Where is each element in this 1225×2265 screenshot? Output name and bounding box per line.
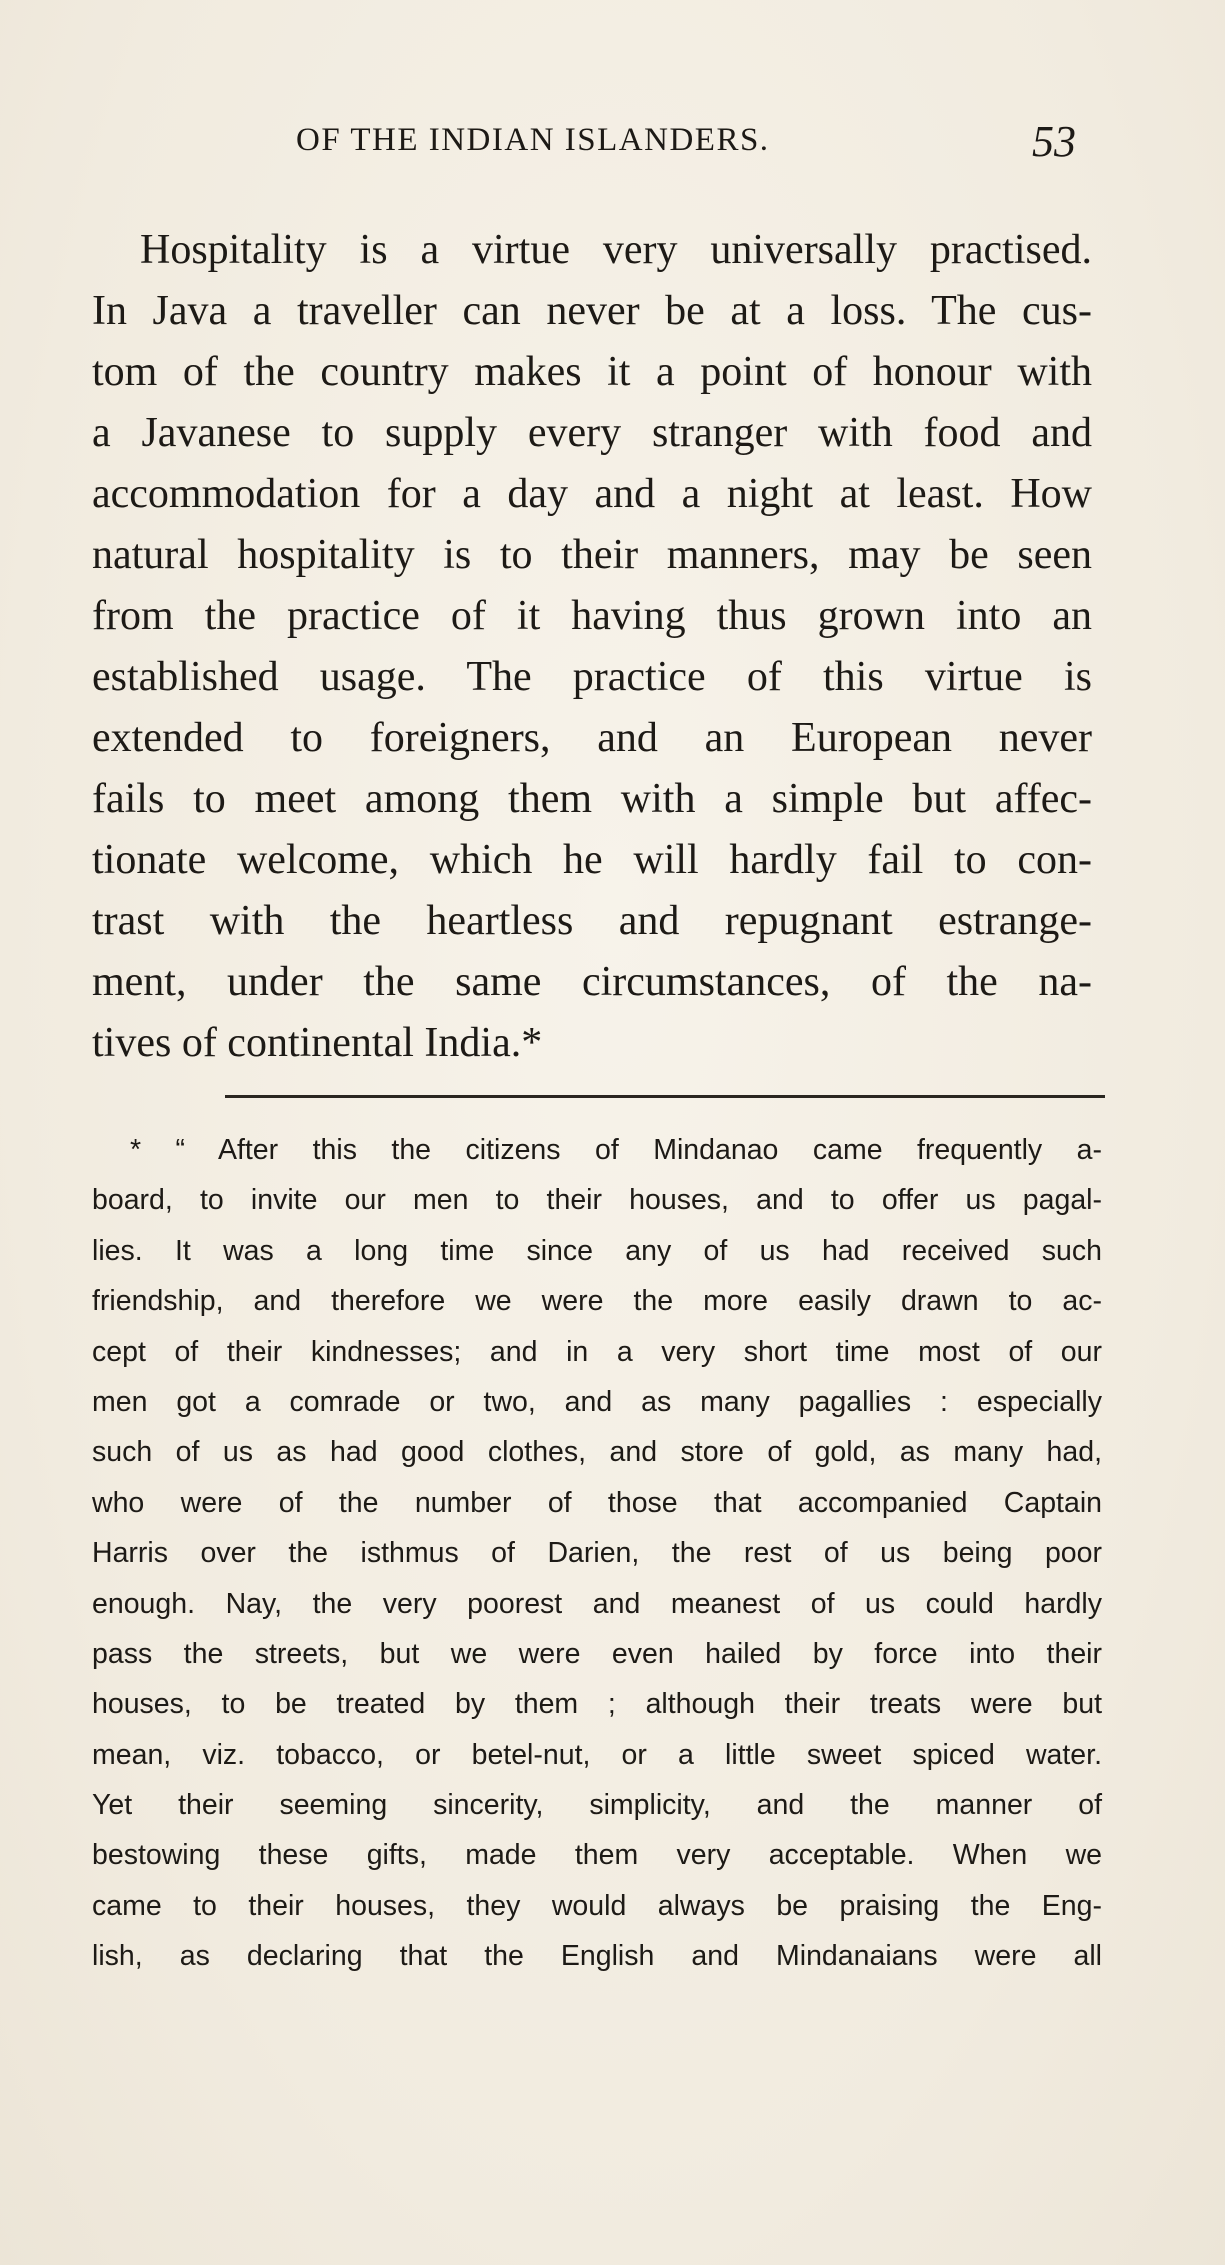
footnote-line: Yet their seeming sincerity, simplicity, and the manner of xyxy=(92,1789,1102,1822)
running-head xyxy=(0,117,1225,172)
footnote-line: Harris over the isthmus of Darien, the rest of us being poor xyxy=(92,1537,1102,1570)
footnote-line: lies. It was a long time since any of us had received such xyxy=(92,1234,1102,1267)
body-line: from the practice of it having thus grown into an xyxy=(92,593,1092,639)
footnote-line: such of us as had good clothes, and store of gold, as many had, xyxy=(92,1436,1102,1469)
footnote-line: cept of their kindnesses; and in a very short time most of our xyxy=(92,1335,1102,1368)
footnote-line: * “ After this the citizens of Mindanao came frequently a- xyxy=(130,1134,1102,1166)
footnote-line: pass the streets, but we were even hailed by force into their xyxy=(92,1637,1102,1670)
body-line: tom of the country makes it a point of honour with xyxy=(92,349,1092,395)
body-line: Hospitality is a virtue very universally practised. xyxy=(140,227,1092,273)
footnote-line: bestowing these gifts, made them very acceptable. When we xyxy=(92,1839,1102,1872)
running-title: OF THE INDIAN ISLANDERS. xyxy=(296,122,770,158)
footnote-line: friendship, and therefore we were the more easily drawn to ac- xyxy=(92,1285,1102,1318)
footnote-line: mean, viz. tobacco, or betel-nut, or a little sweet spiced water. xyxy=(92,1738,1102,1771)
body-line: a Javanese to supply every stranger with food and xyxy=(92,410,1092,456)
footnote-divider xyxy=(225,1095,1105,1098)
body-line: trast with the heartless and repugnant estrange- xyxy=(92,898,1092,944)
body-line: tives of continental India.* xyxy=(92,1020,543,1066)
footnote-line: board, to invite our men to their houses, and to offer us pagal- xyxy=(92,1184,1102,1217)
footnote-line: men got a comrade or two, and as many pagallies : especially xyxy=(92,1385,1102,1418)
body-line: accommodation for a day and a night at least. How xyxy=(92,471,1092,517)
footnote-line: came to their houses, they would always be praising the Eng- xyxy=(92,1889,1102,1922)
body-line: ment, under the same circumstances, of the na- xyxy=(92,959,1092,1005)
footnote-line: enough. Nay, the very poorest and meanest of us could hardly xyxy=(92,1587,1102,1620)
footnote xyxy=(92,1125,1102,1982)
footnote-line: who were of the number of those that accompanied Captain xyxy=(92,1486,1102,1519)
body-paragraph xyxy=(92,220,1092,1074)
body-line: In Java a traveller can never be at a loss. The cus- xyxy=(92,288,1092,334)
body-line: extended to foreigners, and an European never xyxy=(92,715,1092,761)
footnote-line: lish, as declaring that the English and Mindanaians were all xyxy=(92,1940,1102,1973)
body-line: natural hospitality is to their manners, may be seen xyxy=(92,532,1092,578)
body-line: tionate welcome, which he will hardly fail to con- xyxy=(92,837,1092,883)
footnote-line: houses, to be treated by them ; although their treats were but xyxy=(92,1688,1102,1721)
page-number: 53 xyxy=(1032,117,1076,166)
body-line: fails to meet among them with a simple but affec- xyxy=(92,776,1092,822)
body-line: established usage. The practice of this virtue is xyxy=(92,654,1092,700)
